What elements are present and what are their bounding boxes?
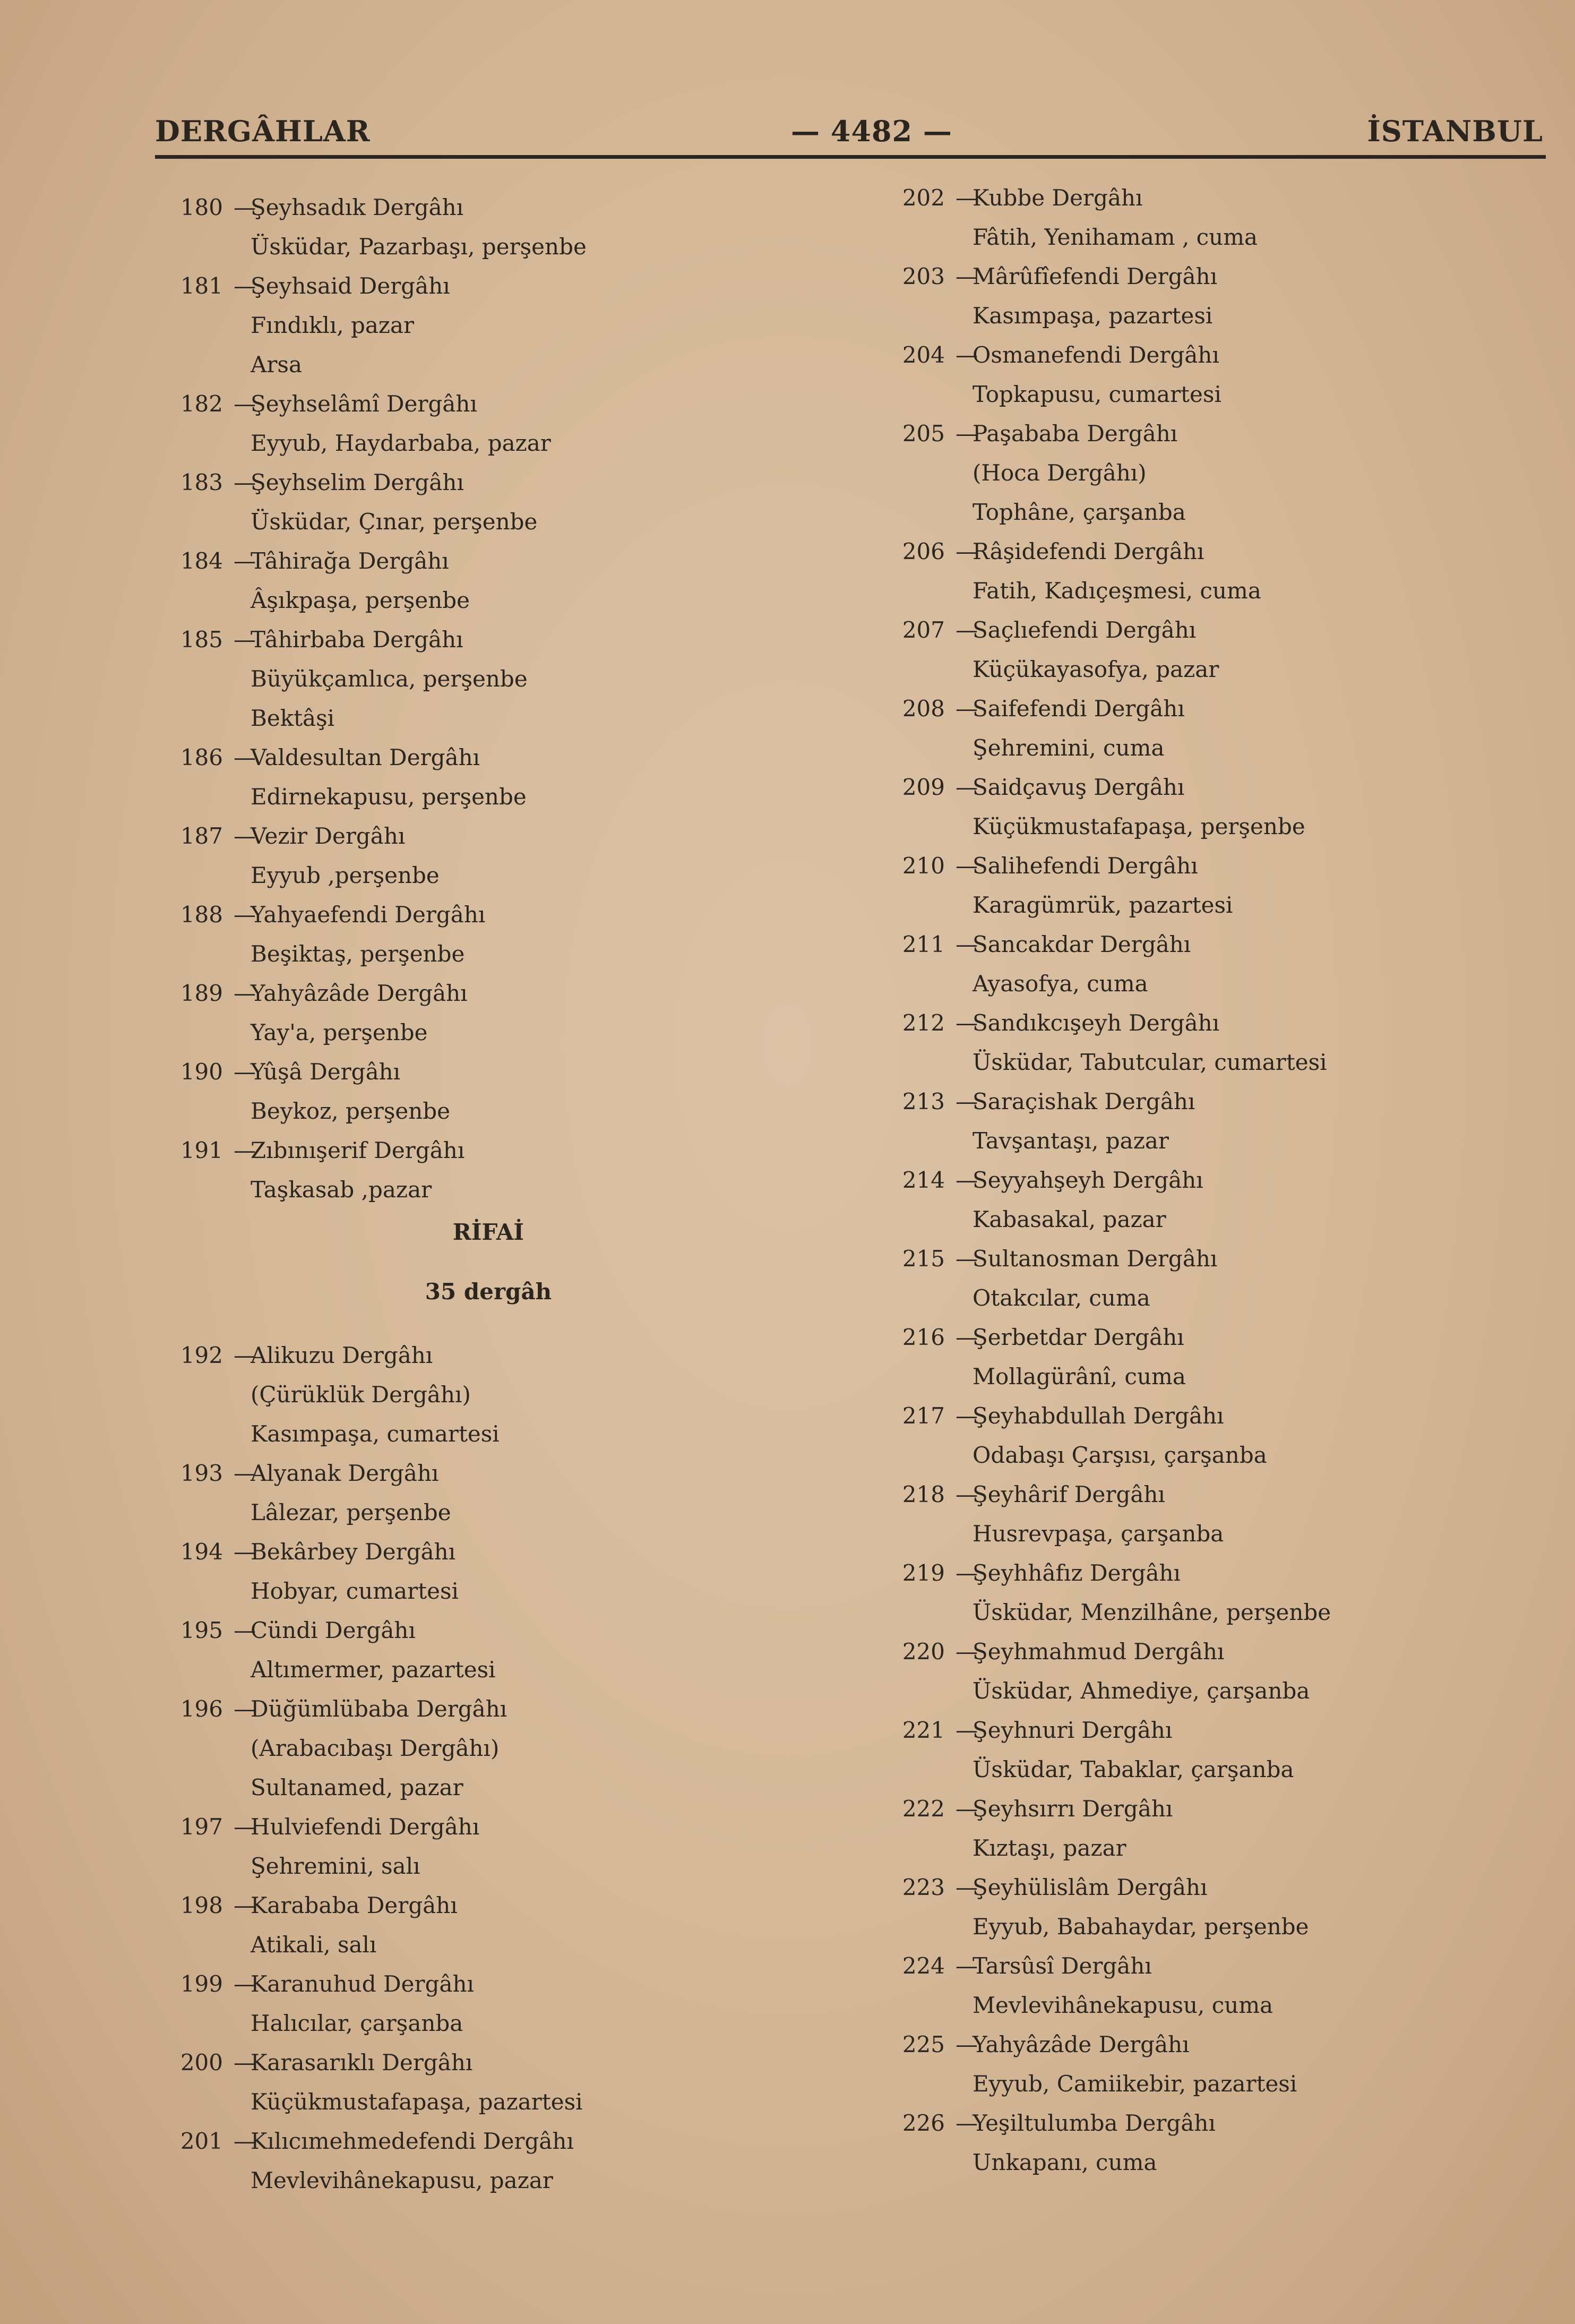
entry-name: Salihefendi Dergâhı xyxy=(972,853,1198,879)
entry-number: 216 xyxy=(902,1324,945,1350)
entry-detail: Bektâşi xyxy=(251,705,335,731)
entry-name: Saraçishak Dergâhı xyxy=(972,1088,1195,1114)
entry-number: 190 xyxy=(180,1059,223,1085)
entry-dash: — xyxy=(234,1460,256,1486)
entry-detail: Lâlezar, perşenbe xyxy=(251,1499,451,1525)
entry-dash: — xyxy=(956,1874,978,1900)
entry-dash: — xyxy=(956,1639,978,1665)
entry-detail: Odabaşı Çarşısı, çarşanba xyxy=(972,1442,1267,1468)
entry-name: Şeyhülislâm Dergâhı xyxy=(972,1874,1208,1900)
entry-dash: — xyxy=(234,627,256,653)
entry-number: 183 xyxy=(180,469,223,495)
entry-dash: — xyxy=(956,185,978,211)
entry-name: Mârûfîefendi Dergâhı xyxy=(972,263,1218,289)
entry-dash: — xyxy=(234,980,256,1006)
entry-name: Şerbetdar Dergâhı xyxy=(972,1324,1184,1350)
entry-number: 219 xyxy=(902,1560,945,1586)
entry-name: Şeyhnuri Dergâhı xyxy=(972,1717,1173,1743)
entry-detail: (Hoca Dergâhı) xyxy=(972,460,1147,486)
entry-name: Karanuhud Dergâhı xyxy=(251,1971,474,1997)
entry-number: 211 xyxy=(902,931,945,957)
entry-number: 220 xyxy=(902,1639,945,1665)
entry-detail: Fâtih, Yenihamam , cuma xyxy=(972,224,1258,250)
entry-detail: Şehremini, salı xyxy=(251,1853,420,1879)
entry-dash: — xyxy=(956,263,978,289)
header-rule xyxy=(155,155,1546,159)
entry-number: 186 xyxy=(180,744,223,770)
entry-name: Tarsûsî Dergâhı xyxy=(972,1953,1152,1979)
entry-detail: Topkapusu, cumartesi xyxy=(972,381,1221,407)
entry-dash: — xyxy=(956,853,978,879)
section-title: RİFAİ xyxy=(452,1219,524,1245)
entry-dash: — xyxy=(956,1403,978,1429)
entry-dash: — xyxy=(956,342,978,368)
entry-name: Yahyâzâde Dergâhı xyxy=(251,980,468,1006)
entry-number: 217 xyxy=(902,1403,945,1429)
entry-detail: Üsküdar, Tabutcular, cumartesi xyxy=(972,1049,1327,1075)
entry-dash: — xyxy=(234,2049,256,2076)
entry-detail: Kasımpaşa, cumartesi xyxy=(251,1421,500,1447)
entry-name: Yûşâ Dergâhı xyxy=(251,1059,401,1085)
entry-name: Şeyhselâmî Dergâhı xyxy=(251,391,477,417)
section-count: 35 dergâh xyxy=(425,1279,552,1305)
entry-dash: — xyxy=(956,1167,978,1193)
entry-dash: — xyxy=(956,1560,978,1586)
entry-number: 194 xyxy=(180,1539,223,1565)
entry-dash: — xyxy=(234,1696,256,1722)
entry-name: Alyanak Dergâhı xyxy=(251,1460,439,1486)
entry-dash: — xyxy=(234,902,256,928)
entry-detail: Yay'a, perşenbe xyxy=(251,1019,428,1045)
entry-detail: Kabasakal, pazar xyxy=(972,1206,1166,1232)
entry-number: 200 xyxy=(180,2049,223,2076)
entry-name: Kubbe Dergâhı xyxy=(972,185,1143,211)
entry-detail: Şehremini, cuma xyxy=(972,735,1165,761)
entry-number: 184 xyxy=(180,548,223,574)
entry-dash: — xyxy=(234,273,256,299)
entry-detail: Tavşantaşı, pazar xyxy=(972,1128,1169,1154)
entry-number: 199 xyxy=(180,1971,223,1997)
entry-detail: Kasımpaşa, pazartesi xyxy=(972,303,1213,329)
entry-name: Şeyhârif Dergâhı xyxy=(972,1481,1165,1507)
entry-detail: (Arabacıbaşı Dergâhı) xyxy=(251,1735,500,1761)
entry-name: Saçlıefendi Dergâhı xyxy=(972,617,1197,643)
running-head-city: İSTANBUL xyxy=(1367,114,1543,148)
entry-dash: — xyxy=(956,538,978,564)
entry-dash: — xyxy=(956,2110,978,2136)
entry-name: Cündi Dergâhı xyxy=(251,1617,416,1643)
entry-detail: Husrevpaşa, çarşanba xyxy=(972,1521,1224,1547)
entry-number: 180 xyxy=(180,194,223,220)
entry-number: 212 xyxy=(902,1010,945,1036)
entry-detail: Büyükçamlıca, perşenbe xyxy=(251,666,528,692)
entry-number: 195 xyxy=(180,1617,223,1643)
entry-number: 191 xyxy=(180,1137,223,1163)
entry-detail: Eyyub ,perşenbe xyxy=(251,862,440,888)
entry-detail: Küçükayasofya, pazar xyxy=(972,656,1219,682)
entry-detail: Beykoz, perşenbe xyxy=(251,1098,451,1124)
entry-name: Tâhirbaba Dergâhı xyxy=(251,627,463,653)
entry-name: Kılıcımehmedefendi Dergâhı xyxy=(251,2128,574,2154)
entry-dash: — xyxy=(956,1717,978,1743)
entry-detail: Fındıklı, pazar xyxy=(251,312,415,338)
entry-dash: — xyxy=(956,931,978,957)
entry-name: Saidçavuş Dergâhı xyxy=(972,774,1185,800)
entry-number: 214 xyxy=(902,1167,945,1193)
entry-number: 221 xyxy=(902,1717,945,1743)
entry-number: 226 xyxy=(902,2110,945,2136)
entry-number: 222 xyxy=(902,1796,945,1822)
entry-dash: — xyxy=(234,1539,256,1565)
entry-dash: — xyxy=(956,1246,978,1272)
entry-dash: — xyxy=(956,1324,978,1350)
entry-name: Şeyhsadık Dergâhı xyxy=(251,194,464,220)
entry-detail: Üsküdar, Pazarbaşı, perşenbe xyxy=(251,234,587,260)
entry-number: 202 xyxy=(902,185,945,211)
entry-number: 204 xyxy=(902,342,945,368)
entry-dash: — xyxy=(234,744,256,770)
entry-number: 213 xyxy=(902,1088,945,1114)
entry-detail: Fatih, Kadıçeşmesi, cuma xyxy=(972,578,1261,604)
entry-detail: Eyyub, Camiikebir, pazartesi xyxy=(972,2071,1297,2097)
entry-number: 206 xyxy=(902,538,945,564)
entry-detail: Ayasofya, cuma xyxy=(972,971,1148,997)
entry-detail: Üsküdar, Menzilhâne, perşenbe xyxy=(972,1599,1331,1625)
entry-name: Şeyhabdullah Dergâhı xyxy=(972,1403,1224,1429)
entry-dash: — xyxy=(956,421,978,447)
entry-detail: Taşkasab ,pazar xyxy=(251,1177,432,1203)
entry-dash: — xyxy=(234,548,256,574)
entry-detail: Mollagürânî, cuma xyxy=(972,1363,1186,1390)
entry-number: 225 xyxy=(902,2031,945,2057)
entry-name: Osmanefendi Dergâhı xyxy=(972,342,1219,368)
entry-number: 193 xyxy=(180,1460,223,1486)
entry-dash: — xyxy=(234,194,256,220)
entry-dash: — xyxy=(956,1953,978,1979)
entry-number: 185 xyxy=(180,627,223,653)
entry-number: 205 xyxy=(902,421,945,447)
entry-dash: — xyxy=(234,1137,256,1163)
entry-name: Râşidefendi Dergâhı xyxy=(972,538,1204,564)
entry-number: 189 xyxy=(180,980,223,1006)
entry-number: 188 xyxy=(180,902,223,928)
entry-dash: — xyxy=(956,1088,978,1114)
entry-name: Saifefendi Dergâhı xyxy=(972,696,1185,722)
entry-detail: Unkapanı, cuma xyxy=(972,2149,1157,2175)
entry-number: 198 xyxy=(180,1892,223,1918)
entry-name: Alikuzu Dergâhı xyxy=(251,1342,433,1368)
entry-dash: — xyxy=(234,1617,256,1643)
entry-name: Sultanosman Dergâhı xyxy=(972,1246,1218,1272)
entry-name: Karababa Dergâhı xyxy=(251,1892,458,1918)
entry-number: 210 xyxy=(902,853,945,879)
entry-name: Yahyâzâde Dergâhı xyxy=(972,2031,1190,2057)
entry-name: Düğümlübaba Dergâhı xyxy=(251,1696,507,1722)
entry-dash: — xyxy=(234,2128,256,2154)
entry-detail: Üsküdar, Çınar, perşenbe xyxy=(251,509,538,535)
entry-detail: Edirnekapusu, perşenbe xyxy=(251,784,527,810)
entry-dash: — xyxy=(234,1059,256,1085)
entry-name: Şeyhmahmud Dergâhı xyxy=(972,1639,1225,1665)
entry-name: Seyyahşeyh Dergâhı xyxy=(972,1167,1203,1193)
page-number: — 4482 — xyxy=(791,114,952,148)
entry-detail: Kıztaşı, pazar xyxy=(972,1835,1126,1861)
entry-dash: — xyxy=(234,469,256,495)
entry-number: 208 xyxy=(902,696,945,722)
entry-number: 201 xyxy=(180,2128,223,2154)
entry-detail: Atikali, salı xyxy=(251,1932,377,1958)
entry-detail: Eyyub, Babahaydar, perşenbe xyxy=(972,1914,1309,1940)
entry-dash: — xyxy=(234,1814,256,1840)
entry-name: Sancakdar Dergâhı xyxy=(972,931,1191,957)
entry-number: 192 xyxy=(180,1342,223,1368)
entry-detail: Beşiktaş, perşenbe xyxy=(251,941,465,967)
entry-dash: — xyxy=(956,617,978,643)
entry-name: Hulviefendi Dergâhı xyxy=(251,1814,480,1840)
entry-number: 209 xyxy=(902,774,945,800)
entry-name: Paşababa Dergâhı xyxy=(972,421,1178,447)
entry-name: Sandıkcışeyh Dergâhı xyxy=(972,1010,1220,1036)
entry-number: 224 xyxy=(902,1953,945,1979)
entry-dash: — xyxy=(234,1892,256,1918)
entry-detail: Âşıkpaşa, perşenbe xyxy=(251,587,470,613)
entry-number: 223 xyxy=(902,1874,945,1900)
entry-number: 187 xyxy=(180,823,223,849)
entry-detail: Hobyar, cumartesi xyxy=(251,1578,459,1604)
entry-dash: — xyxy=(956,1481,978,1507)
entry-detail: Sultanamed, pazar xyxy=(251,1774,463,1800)
entry-name: Valdesultan Dergâhı xyxy=(251,744,480,770)
entry-number: 218 xyxy=(902,1481,945,1507)
entry-detail: Küçükmustafapaşa, perşenbe xyxy=(972,813,1305,839)
entry-detail: Tophâne, çarşanba xyxy=(972,499,1186,525)
running-head-section: DERGÂHLAR xyxy=(155,114,371,148)
entry-detail: Eyyub, Haydarbaba, pazar xyxy=(251,430,551,456)
entry-number: 197 xyxy=(180,1814,223,1840)
entry-number: 181 xyxy=(180,273,223,299)
entry-name: Zıbınışerif Dergâhı xyxy=(251,1137,465,1163)
entry-name: Şeyhsaid Dergâhı xyxy=(251,273,450,299)
entry-name: Şeyhhâfız Dergâhı xyxy=(972,1560,1181,1586)
entry-detail: Üsküdar, Ahmediye, çarşanba xyxy=(972,1678,1310,1704)
entry-name: Yahyaefendi Dergâhı xyxy=(251,902,486,928)
entry-detail: Halıcılar, çarşanba xyxy=(251,2010,463,2036)
entry-number: 207 xyxy=(902,617,945,643)
entry-name: Bekârbey Dergâhı xyxy=(251,1539,456,1565)
entry-dash: — xyxy=(956,696,978,722)
entry-name: Yeşiltulumba Dergâhı xyxy=(972,2110,1216,2136)
entry-dash: — xyxy=(234,1342,256,1368)
entry-number: 196 xyxy=(180,1696,223,1722)
entry-detail: Arsa xyxy=(251,351,303,378)
entry-detail: Mevlevihânekapusu, cuma xyxy=(972,1992,1273,2018)
entry-number: 182 xyxy=(180,391,223,417)
entry-dash: — xyxy=(956,1010,978,1036)
entry-detail: Karagümrük, pazartesi xyxy=(972,892,1233,918)
entry-name: Vezir Dergâhı xyxy=(251,823,406,849)
entry-detail: Küçükmustafapaşa, pazartesi xyxy=(251,2089,583,2115)
entry-detail: Üsküdar, Tabaklar, çarşanba xyxy=(972,1756,1294,1782)
entry-detail: Mevlevihânekapusu, pazar xyxy=(251,2167,553,2193)
entry-name: Şeyhsırrı Dergâhı xyxy=(972,1796,1173,1822)
entry-dash: — xyxy=(956,1796,978,1822)
entry-dash: — xyxy=(234,823,256,849)
entry-detail: Altımermer, pazartesi xyxy=(251,1657,496,1683)
entry-dash: — xyxy=(956,774,978,800)
entry-dash: — xyxy=(234,391,256,417)
entry-name: Tâhirağa Dergâhı xyxy=(251,548,449,574)
entry-dash: — xyxy=(956,2031,978,2057)
entry-dash: — xyxy=(234,1971,256,1997)
entry-name: Şeyhselim Dergâhı xyxy=(251,469,464,495)
entry-detail: Otakcılar, cuma xyxy=(972,1285,1150,1311)
entry-name: Karasarıklı Dergâhı xyxy=(251,2049,473,2076)
entry-number: 203 xyxy=(902,263,945,289)
entry-detail: (Çürüklük Dergâhı) xyxy=(251,1382,471,1408)
entry-number: 215 xyxy=(902,1246,945,1272)
